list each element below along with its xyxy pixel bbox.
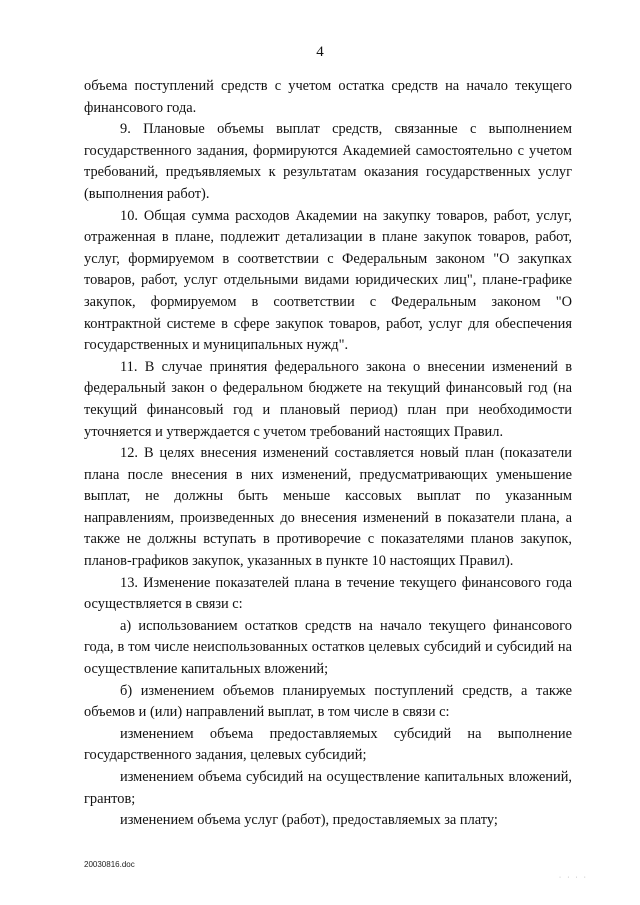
paragraph-continuation: объема поступлений средств с учетом остатка средств на начало текущего финансового года. (84, 78, 572, 116)
paragraph-item-12: 12. В целях внесения изменений составляется новый план (показатели плана после внесения в них изменений, предусматривающих уменьшение выплат, не должны быть меньше кассовых выплат по указанным направлениям, произведенных до внесения изменений в показатели плана, а также не должны вступать в противоречие с показателями планов закупок, планов-графиков закупок, указанных в пункте 10 настоящих Правил). (84, 445, 572, 570)
scan-artifact-marks: · · · · (558, 874, 588, 881)
paragraph-subitem-b: б) изменением объемов планируемых поступлений средств, а также объемов и (или) направлений выплат, в том числе в связи с: (84, 682, 572, 721)
document-body (84, 76, 572, 832)
paragraph-list-entry: изменением объема предоставляемых субсидий на выполнение государственного задания, целевых субсидий; (84, 725, 572, 764)
paragraph-list-entry: изменением объема услуг (работ), предоставляемых за плату; (120, 812, 498, 829)
paragraph-item-13: 13. Изменение показателей плана в течение текущего финансового года осуществляется в связи с: (84, 574, 572, 613)
paragraph-item-11: 11. В случае принятия федерального закона о внесении изменений в федеральный закон о федеральном бюджете на текущий финансовый год (на текущий финансовый год и плановый период) план при необходимости уточняется и утверждается с учетом требований настоящих Правил. (84, 358, 572, 440)
paragraph-item-10: 10. Общая сумма расходов Академии на закупку товаров, работ, услуг, отраженная в плане, подлежит детализации в плане закупок товаров, работ, услуг, формируемом в соответствии с Федеральным законом "О закупках товаров, работ, услуг отдельными видами юридических лиц", плане-графике закупок, формируемом в соответствии с Федеральным законом "О контрактной системе в сфере закупок товаров, работ, услуг для обеспечения государственных и муниципальных нужд". (84, 207, 572, 354)
page-number: 4 (316, 44, 324, 60)
footer-file-name: 20030816.doc (84, 860, 135, 869)
paragraph-item-9: 9. Плановые объемы выплат средств, связанные с выполнением государственного задания, формируются Академией самостоятельно с учетом требований, предъявляемых к результатам оказания государственных услуг (выполнения работ). (84, 121, 572, 202)
paragraph-list-entry: изменением объема субсидий на осуществление капитальных вложений, грантов; (84, 769, 572, 807)
paragraph-subitem-a: а) использованием остатков средств на начало текущего финансового года, в том числе неиспользованных остатков целевых субсидий и субсидий на осуществление капитальных вложений; (84, 617, 572, 678)
